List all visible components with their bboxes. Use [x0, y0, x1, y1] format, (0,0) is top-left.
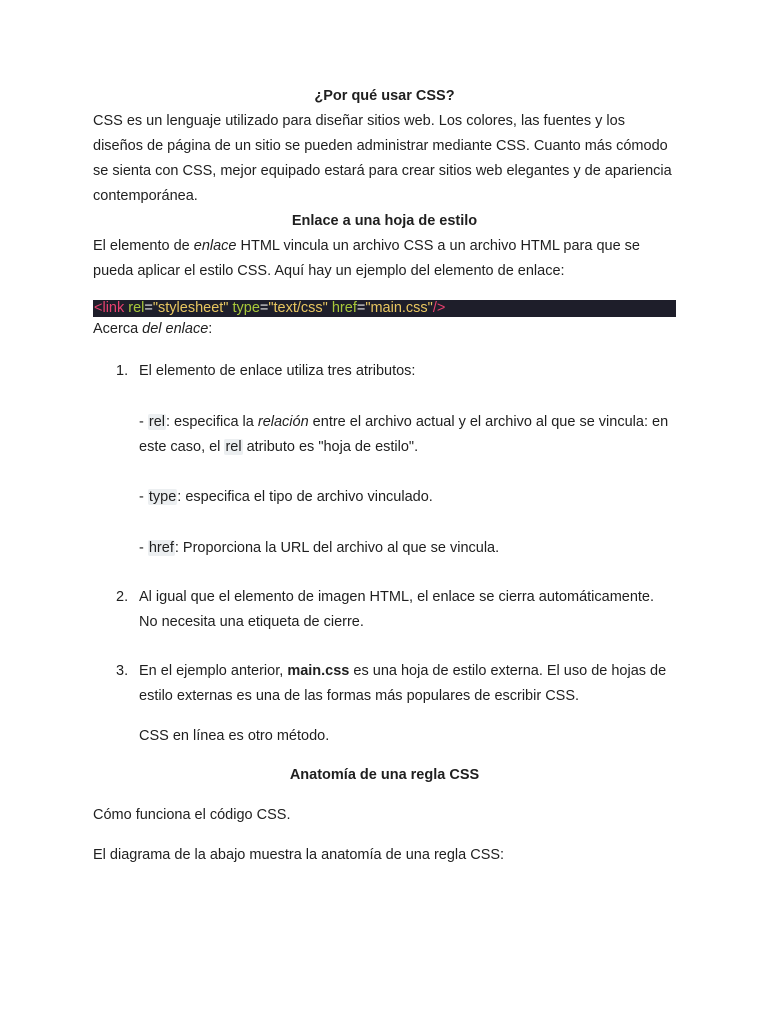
text-run: atributo es "hoja de estilo".	[242, 439, 419, 455]
attr-type-desc	[139, 485, 676, 510]
emphasis: enlace	[193, 238, 237, 254]
code-value-textcss: "text/css"	[268, 300, 328, 316]
list-number: 1.	[116, 363, 129, 379]
list-item	[93, 359, 676, 561]
text-run: : Proporciona la URL del archivo al que se vincula.	[174, 540, 500, 556]
heading-css-rule-anatomy: Anatomía de una regla CSS	[289, 767, 480, 783]
link-paragraph	[93, 234, 676, 284]
text-run: es una hoja de estilo externa. El uso de hojas de estilo externas es una de las formas más populares de escribir CSS.	[139, 663, 667, 704]
code-equals: =	[356, 300, 366, 316]
text-run: entre el archivo actual y el archivo al que se vincula: en este caso, el	[139, 414, 669, 455]
attr-href-desc	[139, 536, 676, 561]
text-run: : especifica la	[165, 414, 258, 430]
code-value-stylesheet: "stylesheet"	[152, 300, 229, 316]
list-item-text	[139, 659, 676, 709]
intro-paragraph: CSS es un lenguaje utilizado para diseñar sitios web. Los colores, las fuentes y los diseños de página de un sitio se pueden administrar mediante CSS. Cuanto más cómodo se sienta con CSS, mejor equipado estará para crear sitios web elegantes y de apariencia contemporánea.	[93, 113, 672, 204]
code-value-maincss: "main.css"	[365, 300, 433, 316]
text-run: -	[139, 414, 148, 430]
code-attr-href: href	[331, 300, 357, 316]
list-item	[93, 659, 676, 749]
text-run: HTML vincula un archivo CSS a un archivo HTML para que se pueda aplicar el estilo CSS. Aquí hay un ejemplo del elemento de enlace:	[93, 238, 640, 279]
code-example	[93, 300, 676, 317]
emphasis: del enlace	[142, 321, 209, 337]
code-chip-href: href	[148, 540, 174, 556]
list-item-text: Al igual que el elemento de imagen HTML, el enlace se cierra automáticamente. No necesita una etiqueta de cierre.	[139, 589, 655, 630]
code-attr-type: type	[232, 300, 260, 316]
list-number: 3.	[116, 663, 129, 679]
heading-why-css: ¿Por qué usar CSS?	[314, 88, 455, 104]
code-equals: =	[259, 300, 269, 316]
code-tag-open: <link	[94, 300, 129, 316]
code-chip-rel: rel	[148, 414, 165, 430]
text-run: : especifica el tipo de archivo vinculado.	[177, 489, 433, 505]
emphasis: relación	[257, 414, 309, 430]
attr-rel-desc	[139, 410, 676, 460]
code-chip-rel: rel	[225, 439, 242, 455]
code-tag-close: />	[432, 300, 446, 316]
text-run: Acerca	[93, 321, 143, 337]
list-number: 2.	[116, 589, 129, 605]
about-link-label	[93, 317, 676, 342]
strong-main-css: main.css	[287, 663, 350, 679]
numbered-list	[93, 359, 676, 749]
text-run: :	[208, 321, 213, 337]
how-paragraph: Cómo funciona el código CSS.	[93, 807, 291, 823]
list-item-extra: CSS en línea es otro método.	[139, 728, 330, 744]
code-equals: =	[144, 300, 153, 316]
list-item-text: El elemento de enlace utiliza tres atributos:	[139, 363, 416, 379]
text-run: En el ejemplo anterior,	[139, 663, 288, 679]
text-run: El elemento de	[93, 238, 194, 254]
list-item	[93, 585, 676, 635]
diagram-paragraph: El diagrama de la abajo muestra la anatomía de una regla CSS:	[93, 847, 505, 863]
text-run: -	[139, 489, 148, 505]
text-run: -	[139, 540, 148, 556]
code-attr-rel: rel	[128, 300, 145, 316]
heading-link-stylesheet: Enlace a una hoja de estilo	[291, 213, 478, 229]
code-chip-type: type	[148, 489, 177, 505]
